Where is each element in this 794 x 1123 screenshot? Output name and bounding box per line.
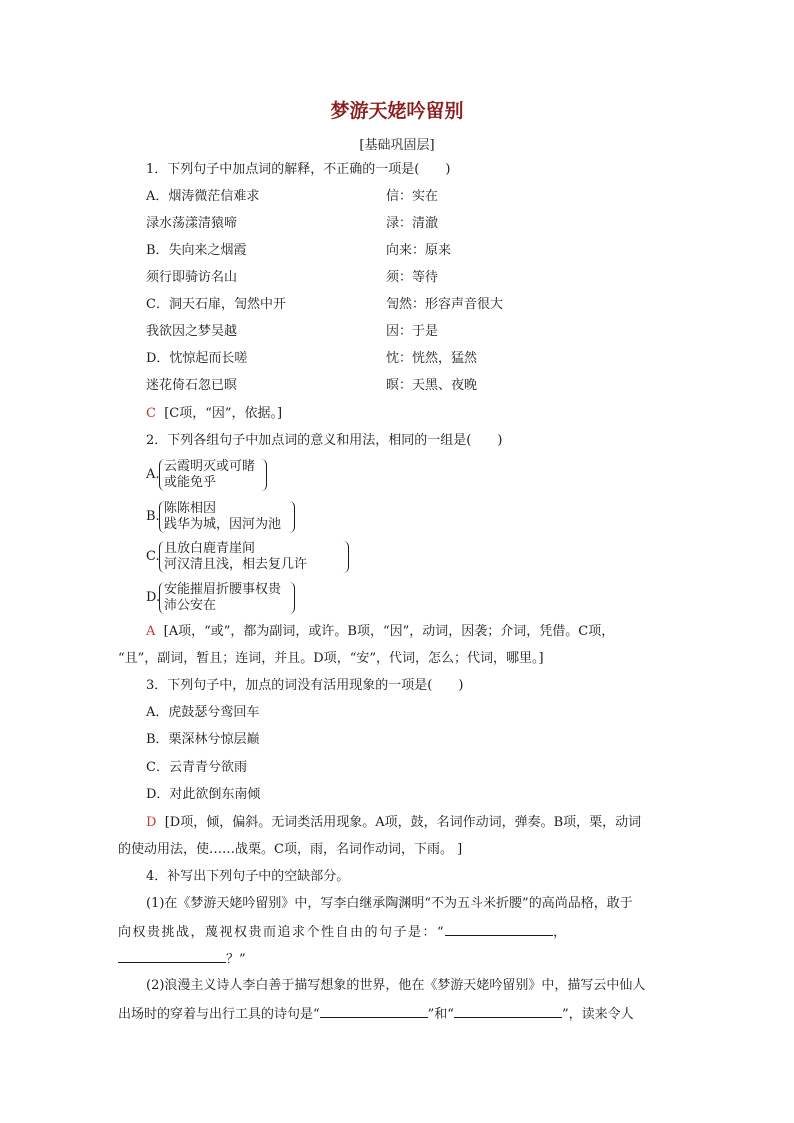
q2-option-line: 或能免乎 (164, 475, 217, 490)
q1-sentence: D．忱惊起而长嗟 (146, 351, 248, 366)
q1-gloss: 向来：原来 (386, 243, 452, 258)
section-label: [基础巩固层] (359, 138, 435, 153)
answer-explanation: [D项，倾，偏斜。无词类活用现象。A项，鼓，名词作动词，弹奏。B项，栗，动词 (164, 815, 642, 830)
q2-option-line: 践华为城，因河为池 (164, 517, 282, 532)
q1-sentence: 须行即骑访名山 (146, 270, 238, 285)
q2-answer-cont: “且”，副词，暂且；连词，并且。D项，“安”，代词，怎么；代词，哪里。] (118, 651, 544, 666)
q1-sentence: 我欲因之梦吴越 (146, 324, 238, 339)
q4-part2-text: (2)浪漫主义诗人李白善于描写想象的世界，他在《梦游天姥吟留别》中，描写云中仙人 (146, 978, 646, 993)
q3-option: A．虎鼓瑟兮鸾回车 (146, 705, 260, 720)
q1-stem: 1．下列句子中加点词的解释，不正确的一项是( ) (146, 162, 451, 177)
q4-part1-text: (1)在《梦游天姥吟留别》中，写李白继承陶渊明“不为五斗米折腰”的高尚品格，敢于 (146, 896, 633, 911)
q2-option-line: 且放白鹿青崖间 (164, 541, 256, 556)
q3-option: B．栗深林兮惊层巅 (146, 732, 260, 747)
q2-answer (146, 624, 614, 640)
q4-part1-line (118, 923, 568, 941)
q1-gloss: 须：等待 (386, 270, 439, 285)
q2-option-letter: B. (146, 509, 160, 524)
q2-stem: 2．下列各组句子中加点词的意义和用法，相同的一组是( ) (146, 433, 503, 448)
q4-part2-prompt: 出场时的穿着与出行工具的诗句是“ (118, 1007, 320, 1022)
answer-blank[interactable] (454, 1005, 562, 1018)
q1-gloss: 暝：天黑、夜晚 (386, 378, 478, 393)
q4-part1-prompt: 向权贵挑战，蔑视权贵而追求个性自由的句子是：“ (118, 925, 446, 940)
q1-sentence: B．失向来之烟霞 (146, 243, 247, 258)
answer-explanation: [A项，“或”，都为副词，或许。B项，“因”，动词，因袭；介词，凭借。C项， (163, 624, 615, 639)
q2-option-line: 安能摧眉折腰事权贵 (164, 582, 282, 597)
q3-option: C．云青青兮欲雨 (146, 760, 247, 775)
q1-sentence: 迷花倚石忽已暝 (146, 378, 238, 393)
q2-option-letter: D. (146, 590, 161, 605)
answer-letter: A (146, 624, 156, 639)
answer-letter: C (146, 406, 156, 421)
q1-gloss: 訇然：形容声音很大 (386, 297, 504, 312)
q2-option-letter: A. (146, 467, 160, 482)
q4-part2-sep: ”和“ (427, 1007, 454, 1022)
answer-explanation: [C项，“因”，依据。] (164, 406, 283, 421)
q1-sentence: 渌水荡漾清猿啼 (146, 216, 238, 231)
q1-gloss: 忱：恍然，猛然 (386, 351, 478, 366)
q3-answer-cont: 的使动用法，使……战栗。C项，雨，名词作动词，下雨。 ] (118, 842, 463, 857)
q4-part1-end: ？” (226, 952, 246, 967)
q4-part2-end: ”，读来令人 (561, 1007, 634, 1022)
q1-sentence: A．烟涛微茫信难求 (146, 189, 260, 204)
q2-option-line: 陈陈相因 (164, 501, 217, 516)
q1-sentence: C．洞天石扉，訇然中开 (146, 297, 286, 312)
q2-option-line: 云霞明灭或可睹 (164, 459, 256, 474)
q1-gloss: 信：实在 (386, 189, 439, 204)
answer-blank[interactable] (445, 923, 553, 936)
q4-part1-sep: ， (553, 925, 568, 940)
q4-part2-line (118, 1005, 634, 1023)
answer-blank[interactable] (118, 950, 226, 963)
q2-option-letter: C. (146, 549, 160, 564)
q2-option-line: 沛公安在 (164, 598, 217, 613)
page-title: 梦游天姥吟留别 (330, 100, 464, 122)
answer-letter: D (146, 815, 157, 830)
q3-option: D．对此欲倒东南倾 (146, 787, 261, 802)
q4-part1-line (118, 950, 246, 968)
q3-stem: 3．下列句子中，加点的词没有活用现象的一项是( ) (146, 678, 464, 693)
answer-blank[interactable] (320, 1005, 428, 1018)
q1-answer (146, 406, 282, 422)
q1-gloss: 渌：清澈 (386, 216, 439, 231)
q2-option-line: 河汉清且浅，相去复几许 (164, 557, 308, 572)
q3-answer (146, 815, 641, 831)
q4-stem: 4．补写出下列句子中的空缺部分。 (146, 869, 350, 884)
q1-gloss: 因：于是 (386, 324, 439, 339)
